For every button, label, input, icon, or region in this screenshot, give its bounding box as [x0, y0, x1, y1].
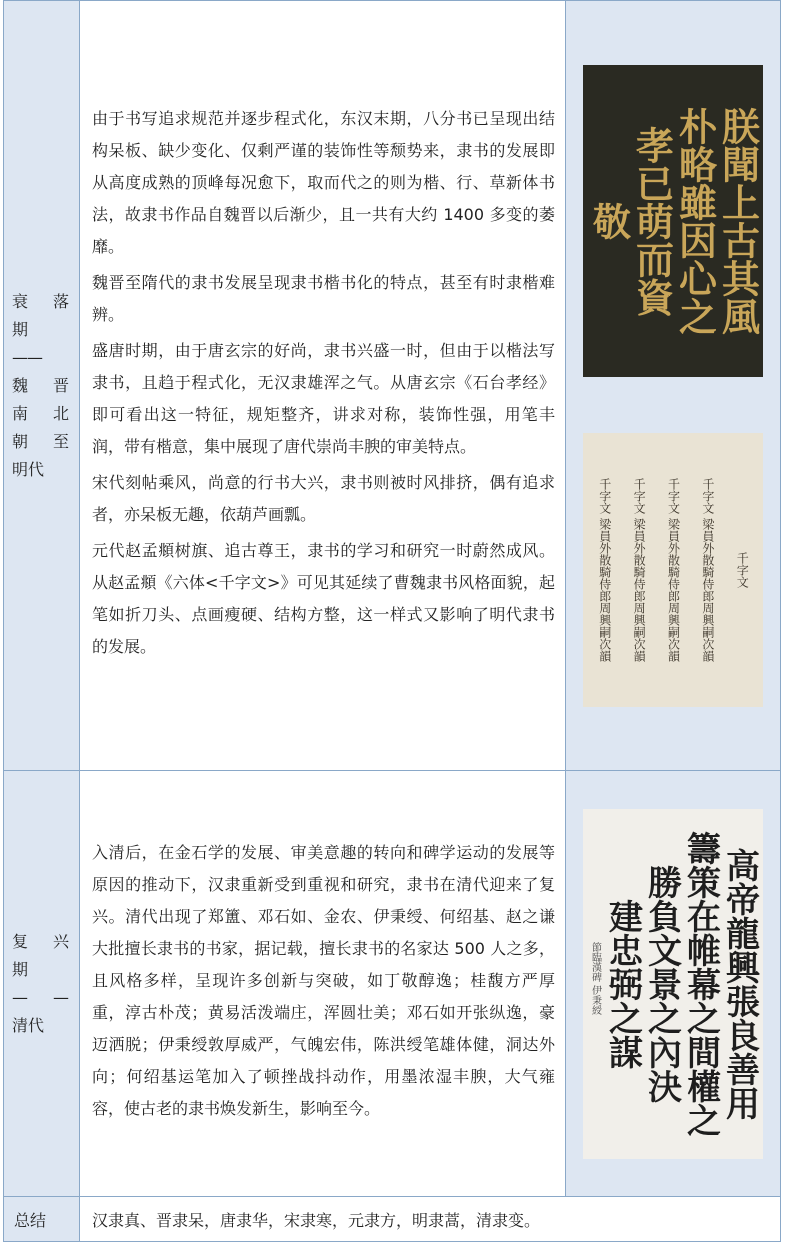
period-char: 魏 — [12, 375, 29, 395]
calligraphy-inscription: 節臨漢碑 伊秉綬 — [589, 941, 601, 1016]
table-row-revival — [4, 771, 781, 1197]
calligraphy-column: 朴略雖因心之 — [672, 106, 718, 335]
calligraphy-column: 籌策在帷幕之間權之 — [680, 830, 721, 1137]
period-char: 清代 — [12, 1015, 45, 1035]
calligraphy-column: 千字文 梁員外散騎侍郎周興嗣次韻 — [666, 477, 681, 662]
summary-text: 汉隶真、晋隶呆，唐隶华，宋隶寒，元隶方，明隶蒿，清隶变。 — [80, 1197, 781, 1242]
paragraph: 元代赵孟頫树旗、追古尊王，隶书的学习和研究一时蔚然成风。从赵孟頫《六体<千字文>》可见其延续了曹魏隶书风格面貌，起笔如折刀头、点画瘦硬、结构方整，这一样式又影响了明代隶书的发展。 — [92, 540, 555, 656]
calligraphy-column: 千字文 — [735, 551, 750, 588]
paragraph: 盛唐时期，由于唐玄宗的好尚，隶书兴盛一时，但由于以楷法写隶书，且趋于程式化，无汉隶雄浑之气。从唐玄宗《石台孝经》即可看出这一特征，规矩整齐，讲求对称，装饰性强，用笔丰润，带有楷意，集中展现了唐代崇尚丰腴的审美特点。 — [92, 340, 555, 456]
period-char: 晋 — [52, 375, 69, 395]
period-char: 期 — [12, 959, 29, 979]
table-row-summary — [4, 1197, 781, 1242]
period-char: 落 — [52, 291, 69, 311]
calligraphy-column: 千字文 梁員外散騎侍郎周興嗣次韻 — [632, 477, 647, 662]
six-scripts-thousand-character-image — [583, 433, 763, 707]
image-cell-decline — [566, 1, 781, 771]
period-dash: —— — [12, 347, 42, 367]
period-char: 复 — [12, 931, 29, 951]
period-dash: — — [53, 987, 69, 1007]
paragraph: 宋代刻帖乘风，尚意的行书大兴，隶书则被时风排挤，偶有追求者，亦呆板无趣，依葫芦画瓢。 — [92, 472, 555, 524]
calligraphy-column: 朕聞上古其風 — [715, 106, 761, 335]
period-char: 兴 — [52, 931, 69, 951]
calligraphy-column: 敬 — [586, 201, 632, 240]
period-label-revival — [4, 771, 80, 1197]
calligraphy-column: 高帝龍興張良善用 — [719, 847, 760, 1120]
yi-binshou-clerical-image — [583, 809, 763, 1159]
calligraphy-column: 勝負文景之內決 — [641, 864, 682, 1103]
stone-terrace-classic-image — [583, 65, 763, 377]
period-char: 朝 — [12, 431, 29, 451]
calligraphy-history-table — [3, 0, 781, 1242]
paragraph: 入清后，在金石学的发展、审美意趣的转向和碑学运动的发展等原因的推动下，汉隶重新受到重视和研究，隶书在清代迎来了复兴。清代出现了郑簠、邓石如、金农、伊秉绶、何绍基、赵之谦大批擅长隶书的书家，据记载，擅长隶书的名家达 500 人之多，且风格多样，呈现许多创新与突破，如丁敬醇逸；桂馥方严厚重，淳古朴茂；黄易活泼端庄，浑圆壮美；邓石如开张纵逸，豪迈洒脱；伊秉绶敦厚威严，气魄宏伟，陈洪绶笔雄体健，洞达外向；何绍基运笔加入了顿挫战抖动作，用墨浓湿丰腴，大气雍容，使古老的隶书焕发新生，影响至今。 — [92, 842, 555, 1118]
period-char: 衰 — [12, 291, 29, 311]
period-char: 北 — [52, 403, 69, 423]
content-cell-decline — [80, 1, 566, 771]
paragraph: 由于书写追求规范并逐步程式化，东汉末期，八分书已呈现出结构呆板、缺少变化、仅剩严谨的装饰性等颓势来，隶书的发展即从高度成熟的顶峰每况愈下，取而代之的则为楷、行、草新体书法，故隶书作品自魏晋以后渐少，且一共有大约 1400 多变的萎靡。 — [92, 108, 555, 256]
period-dash: — — [12, 987, 28, 1007]
calligraphy-column: 建忠弼之謀 — [602, 898, 643, 1069]
period-char: 期 — [12, 319, 29, 339]
content-cell-revival — [80, 771, 566, 1197]
paragraph: 魏晋至隋代的隶书发展呈现隶书楷书化的特点，甚至有时隶楷难辨。 — [92, 272, 555, 324]
calligraphy-column: 千字文 梁員外散騎侍郎周興嗣次韻 — [700, 477, 715, 662]
calligraphy-column: 孝已萌而資 — [629, 125, 675, 316]
summary-label: 总结 — [4, 1197, 80, 1242]
period-char: 至 — [52, 431, 69, 451]
calligraphy-column: 千字文 梁員外散騎侍郎周興嗣次韻 — [597, 477, 612, 662]
period-char: 明代 — [12, 459, 45, 479]
table-row-decline — [4, 1, 781, 771]
image-cell-revival — [566, 771, 781, 1197]
period-label-decline — [4, 1, 80, 771]
period-char: 南 — [12, 403, 29, 423]
